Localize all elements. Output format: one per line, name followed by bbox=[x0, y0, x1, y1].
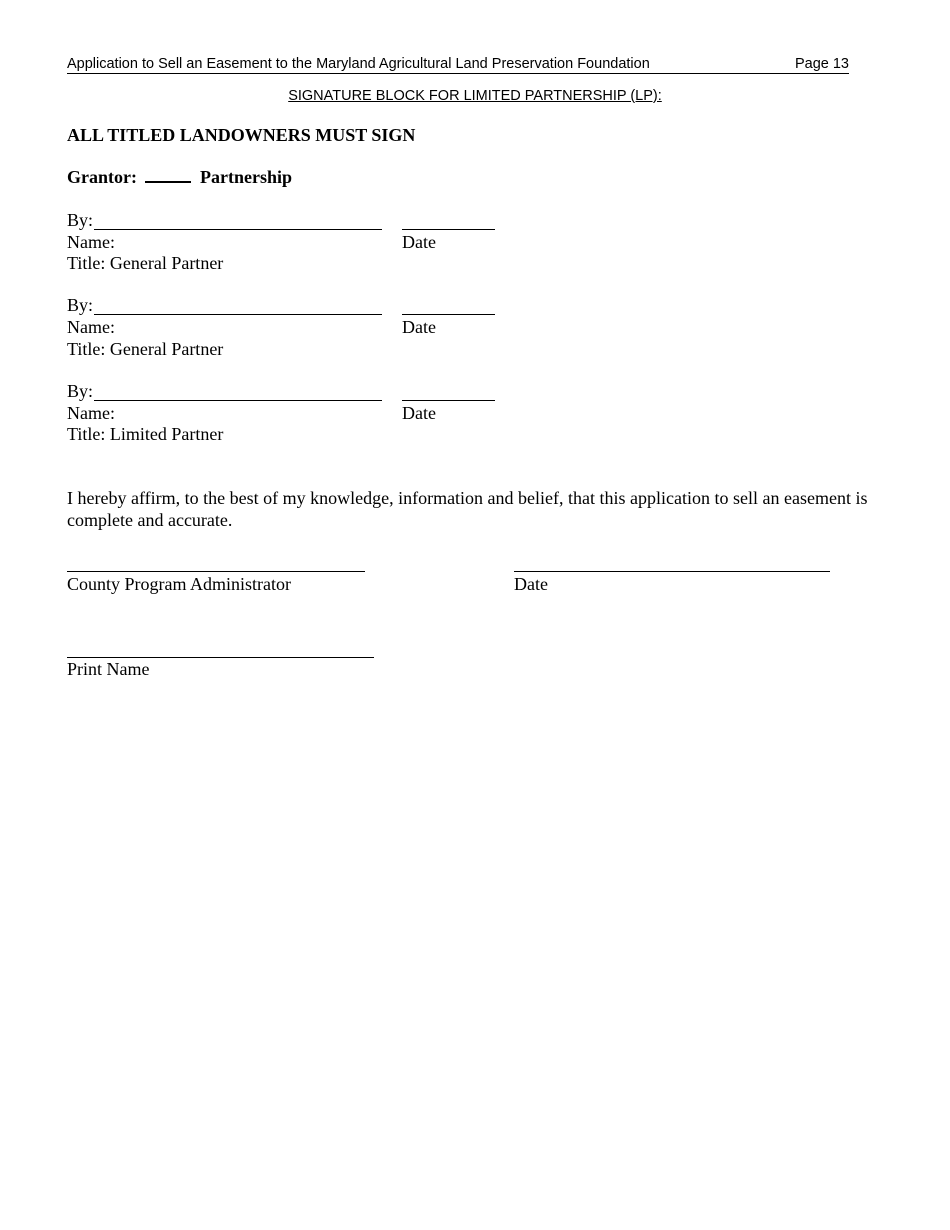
grantor-suffix: Partnership bbox=[199, 167, 292, 187]
grantor-name-blank[interactable] bbox=[145, 167, 191, 183]
title-label: Title: General Partner bbox=[67, 253, 224, 273]
name-label: Name: bbox=[67, 403, 115, 423]
grantor-line bbox=[67, 166, 292, 188]
by-label: By: bbox=[67, 381, 94, 401]
section-title bbox=[0, 88, 950, 105]
name-label: Name: bbox=[67, 317, 115, 337]
header-title: Application to Sell an Easement to the Maryland Agricultural Land Preservation Foundation bbox=[67, 56, 650, 72]
admin-date-label: Date bbox=[514, 574, 548, 594]
date-label: Date bbox=[402, 232, 436, 252]
date-line[interactable] bbox=[402, 229, 495, 230]
page-header bbox=[67, 56, 849, 74]
signature-line[interactable] bbox=[94, 314, 382, 315]
admin-label: County Program Administrator bbox=[67, 574, 291, 594]
admin-signature-line[interactable] bbox=[67, 571, 365, 572]
grantor-label: Grantor: bbox=[67, 167, 137, 187]
admin-date-line[interactable] bbox=[514, 571, 830, 572]
affirmation-text: I hereby affirm, to the best of my knowledge, information and belief, that this application to sell an easement is complete and accurate. bbox=[67, 488, 868, 530]
landowners-heading: ALL TITLED LANDOWNERS MUST SIGN bbox=[67, 125, 416, 145]
date-label: Date bbox=[402, 403, 436, 423]
section-title-text: SIGNATURE BLOCK FOR LIMITED PARTNERSHIP (LP): bbox=[288, 88, 662, 104]
by-label: By: bbox=[67, 210, 94, 230]
page-number: Page 13 bbox=[794, 56, 849, 72]
name-label: Name: bbox=[67, 232, 115, 252]
date-line[interactable] bbox=[402, 400, 495, 401]
signature-line[interactable] bbox=[94, 229, 382, 230]
print-name-label: Print Name bbox=[67, 659, 150, 679]
date-label: Date bbox=[402, 317, 436, 337]
title-label: Title: General Partner bbox=[67, 339, 224, 359]
print-name-line[interactable] bbox=[67, 657, 374, 658]
by-label: By: bbox=[67, 295, 94, 315]
title-label: Title: Limited Partner bbox=[67, 424, 224, 444]
date-line[interactable] bbox=[402, 314, 495, 315]
signature-line[interactable] bbox=[94, 400, 382, 401]
